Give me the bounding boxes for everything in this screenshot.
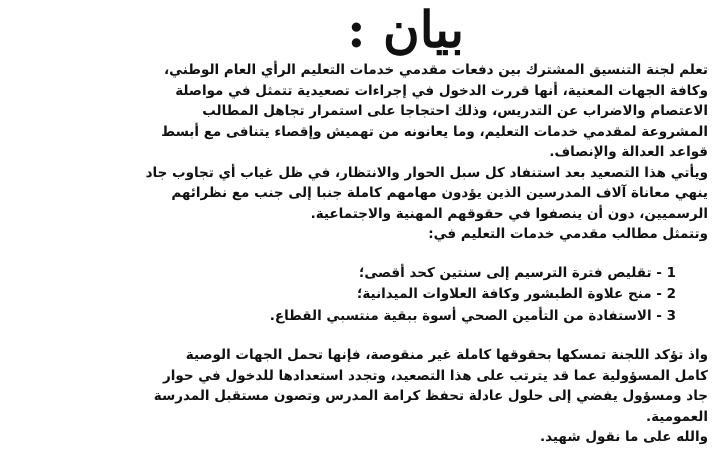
list-item-number: 3 - [656,307,676,324]
list-item [8,284,676,306]
statement-body [8,60,708,448]
paragraph-3 [8,345,708,427]
text-line: واذ تؤكد اللجنة تمسكها بحقوقها كاملة غير منقوصة، فإنها تحمل الجهات الوصية [185,347,708,363]
paragraph-2 [8,163,708,225]
demands-intro: وتتمثل مطالب مقدمي خدمات التعليم في: [428,226,708,242]
list-item [8,306,676,328]
text-line: الاعتصام والاضراب عن التدريس، وذلك احتجاجا على استمرار تجاهل المطالب [202,103,708,119]
list-item-text: منح علاوة الطبشور وكافة العلاوات الميدانية؛ [356,286,652,302]
list-item-number: 1 - [656,264,676,281]
list-item [8,263,676,285]
text-line: ويأتي هذا التصعيد بعد استنفاد كل سبل الحوار والانتظار، في ظل غياب أي تجاوب جاد [145,164,708,181]
text-line: وكافة الجهات المعنية، أنها قررت الدخول في إجراءات تصعيدية تتمثل في مواصلة [175,82,708,99]
statement-title: بيان : [347,0,464,59]
text-line: تعلم لجنة التنسيق المشترك بين دفعات مقدمي خدمات التعليم الرأي العام الوطني، [163,62,708,78]
text-line: العمومية. [645,408,708,425]
list-item-text: الاستفادة من التأمين الصحي أسوة ببقية منتسبي القطاع. [269,307,652,324]
list-item-text: تقليص فترة الترسيم إلى سنتين كحد أقصى؛ [358,264,652,281]
demands-list [8,263,676,328]
text-line: ينهي معاناة آلاف المدرسين الذين يؤدون مهامهم كاملة جنبا إلى جنب مع نظرائهم [171,185,708,201]
text-line: الرسميين، دون أن ينصفوا في حقوقهم المهنية والاجتماعية. [310,205,708,222]
text-line: المشروعة لمقدمي خدمات التعليم، وما يعانونه من تهميش وإقصاء يتنافى مع أبسط [161,123,708,140]
text-line: جاد ومسؤول يفضي إلى حلول عادلة تحفظ كرامة المدرس وتصون مستقبل المدرسة [153,388,708,404]
text-line: كامل المسؤولية عما قد يترتب على هذا التصعيد، وتجدد استعدادها للدخول في حوار [162,367,708,384]
list-item-number: 2 - [656,286,676,302]
text-line: قواعد العدالة والإنصاف. [549,144,708,160]
closing-line: والله على ما نقول شهيد. [540,429,708,445]
paragraph-1 [8,60,708,163]
